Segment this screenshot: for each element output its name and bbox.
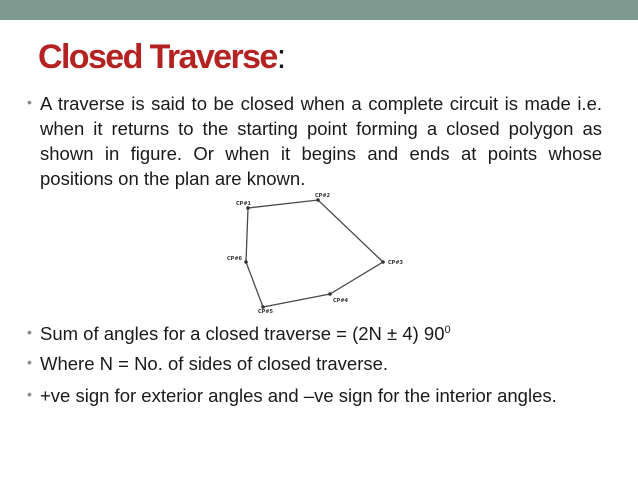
station-label-5: CP#5 [258, 309, 274, 315]
bullet-where-n: Where N = No. of sides of closed traverse. [40, 353, 389, 374]
title-colon: : [276, 38, 287, 76]
station-point-4 [328, 292, 332, 296]
station-points [244, 198, 385, 309]
title-text: Closed Traverse [38, 38, 277, 76]
bullet-marker: • [27, 386, 32, 402]
bullet-marker: • [27, 324, 32, 340]
bullet-sum-of-angles [40, 321, 602, 346]
bullet-marker: • [27, 354, 32, 370]
closed-traverse-figure [218, 190, 418, 320]
top-decorative-band [0, 0, 638, 20]
traverse-polygon [246, 200, 383, 307]
bullet-marker: • [27, 94, 32, 110]
intro-paragraph: A traverse is said to be closed when a complete circuit is made i.e. when it returns to the starting point forming a closed polygon as shown in figure. Or when it begins and ends at points whose positions on the plan are known. [40, 93, 602, 189]
station-label-6: CP#6 [227, 256, 243, 262]
station-point-3 [381, 260, 385, 264]
station-label-4: CP#4 [333, 298, 349, 304]
station-label-2: CP#2 [315, 193, 331, 199]
bullet-sign-rule: +ve sign for exterior angles and –ve sign for the interior angles. [40, 385, 557, 406]
station-label-1: CP#1 [236, 201, 252, 207]
station-label-3: CP#3 [388, 260, 404, 266]
station-point-6 [244, 260, 248, 264]
slide-title [38, 38, 286, 77]
bullet-sum-text: Sum of angles for a closed traverse = (2N ± 4) 90 [40, 323, 445, 344]
degree-superscript: 0 [444, 323, 451, 336]
